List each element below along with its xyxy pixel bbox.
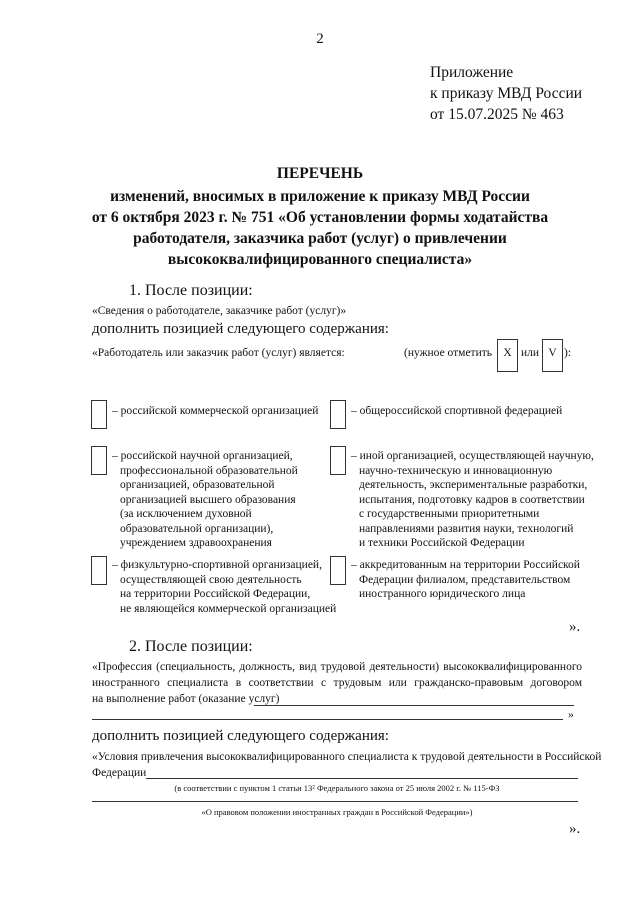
appendix-line-2: к приказу МВД России	[430, 85, 583, 102]
section-1-closing: ».	[569, 619, 581, 635]
conditions-note-1: (в соответствии с пунктом 1 статьи 13² Федерального закона от 25 июля 2002 г. № 115-ФЗ	[174, 783, 500, 793]
title-line-2: от 6 октября 2023 г. № 751 «Об установлении формы ходатайства	[91, 209, 549, 226]
title-line-4: высококвалифицированного специалиста»	[167, 251, 473, 268]
option-line: организацией высшего образования	[120, 493, 296, 506]
option-sports-federation	[351, 404, 562, 419]
option-line: деятельность, экспериментальные разработки,	[359, 479, 588, 491]
option-scientific-org	[112, 449, 298, 551]
appendix-line-1: Приложение	[430, 64, 514, 81]
mark-sample-x: X	[503, 347, 512, 359]
option-line: направлениями развития науки, технологий	[359, 522, 574, 535]
section-2-instruction: дополнить позицией следующего содержания:	[92, 728, 389, 744]
option-line: – физкультурно-спортивной организацией,	[112, 559, 322, 571]
option-line: не являющейся коммерческой организацией	[120, 602, 337, 615]
option-line: осуществляющей свою деятельность	[120, 573, 302, 586]
option-line: – российской научной организацией,	[112, 450, 293, 462]
checkbox-sports-org[interactable]	[91, 556, 107, 585]
mark-hint-suffix: ):	[564, 347, 572, 359]
employer-line: «Работодатель или заказчик работ (услуг) является:	[92, 347, 345, 359]
title-heading: ПЕРЕЧЕНЬ	[276, 165, 364, 182]
section-1-quoted-position: «Сведения о работодателе, заказчике работ (услуг)»	[92, 305, 347, 317]
conditions-fill-line-1	[146, 778, 578, 779]
section-1-heading: 1. После позиции:	[129, 282, 253, 299]
option-commercial-org	[112, 404, 318, 419]
option-line: – общероссийской спортивной федерацией	[351, 405, 563, 417]
checkbox-scientific-org[interactable]	[91, 446, 107, 475]
option-line: (за исключением духовной	[120, 508, 252, 520]
checkbox-sports-federation[interactable]	[330, 400, 346, 429]
option-line: испытания, подготовку кадров в соответствии	[359, 493, 585, 506]
title-line-1: изменений, вносимых в приложение к приказу МВД России	[110, 188, 530, 205]
option-line: с государственными приоритетными	[359, 508, 540, 520]
option-line: научно-техническую и инновационную	[359, 464, 553, 477]
title-line-3: работодателя, заказчика работ (услуг) о привлечении	[133, 230, 507, 247]
option-line: образовательной организации),	[120, 522, 274, 535]
conditions-fill-line-2	[92, 801, 578, 802]
option-line: – аккредитованным на территории Российской	[351, 559, 580, 571]
section-2-closing: ».	[569, 821, 581, 837]
checkbox-foreign-branch[interactable]	[330, 556, 346, 585]
conditions-note-2: «О правовом положении иностранных граждан в Российской Федерации»)	[201, 807, 473, 817]
mark-sample-x-box	[497, 339, 518, 372]
document-title	[40, 163, 600, 270]
profession-line-1: «Профессия (специальность, должность, вид трудовой деятельности) высококвалифицированного	[92, 661, 582, 673]
checkbox-commercial-org[interactable]	[91, 400, 107, 429]
mark-sample-v: V	[548, 347, 557, 359]
page-number: 2	[316, 31, 324, 47]
option-line: Федерации филиалом, представительством	[359, 573, 571, 586]
option-sports-org	[112, 558, 336, 616]
appendix-header	[430, 62, 582, 125]
checkbox-research-org[interactable]	[330, 446, 346, 475]
profession-fill-line-1	[254, 705, 574, 706]
conditions-line-1: «Условия привлечения высококвалифицированного специалиста к трудовой деятельности в Российской	[92, 751, 602, 763]
profession-line-2: иностранного специалиста в соответствии с трудовым или гражданско-правовым договором	[92, 677, 582, 689]
appendix-line-3: от 15.07.2025 № 463	[430, 106, 564, 123]
option-line: организацией, образовательной	[120, 479, 275, 491]
mark-hint-or: или	[521, 347, 540, 359]
conditions-line-2: Федерации	[92, 767, 147, 779]
option-line: профессиональной образовательной	[120, 464, 298, 477]
option-research-org	[351, 449, 594, 551]
profession-line-3: на выполнение работ (оказание услуг)	[92, 693, 280, 705]
option-line: и техники Российской Федерации	[359, 537, 525, 549]
option-foreign-branch	[351, 558, 580, 602]
option-line: иностранного юридического лица	[359, 588, 526, 600]
mark-sample-v-box	[542, 339, 563, 372]
profession-fill-line-2	[92, 719, 563, 720]
mark-hint-prefix: (нужное отметить	[404, 347, 493, 359]
option-line: – российской коммерческой организацией	[112, 405, 319, 417]
section-1-instruction: дополнить позицией следующего содержания:	[92, 321, 389, 337]
option-line: на территории Российской Федерации,	[120, 588, 311, 600]
profession-close: »	[568, 709, 574, 721]
section-2-heading: 2. После позиции:	[129, 638, 253, 655]
option-line: учреждением здравоохранения	[120, 537, 272, 549]
option-line: – иной организацией, осуществляющей научную,	[351, 450, 594, 462]
